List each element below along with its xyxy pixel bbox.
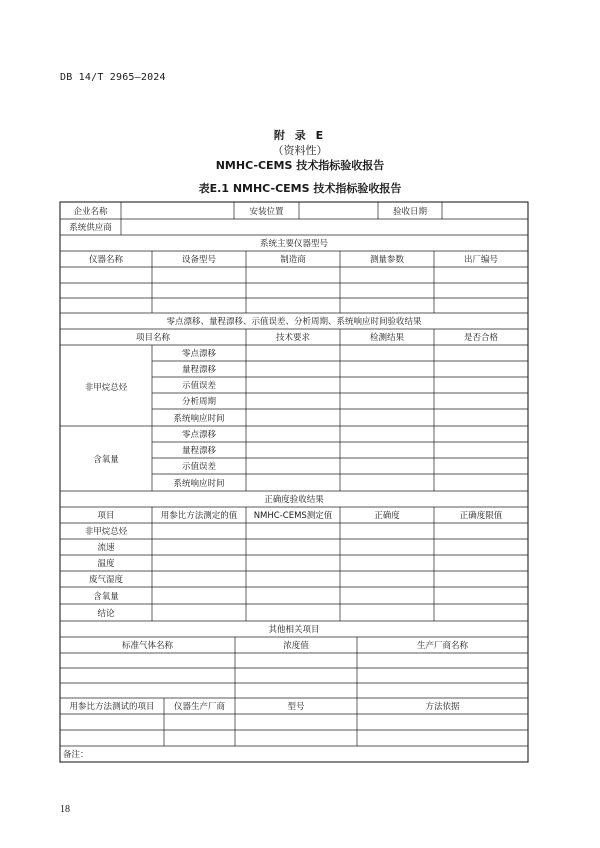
drift-item: 分析周期 <box>181 397 217 407</box>
instrument-header: 出厂编号 <box>463 255 499 265</box>
accuracy-header: 正确度 <box>374 511 400 521</box>
other-section-title: 其他相关项目 <box>268 625 320 635</box>
drift-section-title: 零点漂移、量程漂移、示值误差、分析周期、系统响应时间验收结果 <box>166 317 422 327</box>
drift-item: 系统响应时间 <box>173 414 225 424</box>
drift-item: 零点漂移 <box>181 349 217 359</box>
system-supplier-label: 系统供应商 <box>69 223 112 233</box>
accuracy-row: 非甲烷总烃 <box>84 527 128 537</box>
accuracy-row: 温度 <box>97 559 115 569</box>
accuracy-row: 含氧量 <box>93 592 119 602</box>
accuracy-header: NMHC-CEMS测定值 <box>253 511 333 521</box>
accuracy-row: 流速 <box>97 543 115 553</box>
install-location-label: 安装位置 <box>249 207 284 217</box>
ref-header: 用参比方法测试的项目 <box>69 702 155 712</box>
remarks-label: 备注： <box>63 750 89 760</box>
company-name-label: 企业名称 <box>73 207 108 217</box>
drift-header: 项目名称 <box>135 333 171 343</box>
gas-header: 浓度值 <box>283 641 309 651</box>
drift-item: 量程漂移 <box>181 446 217 456</box>
appendix-title: NMHC-CEMS 技术指标验收报告 <box>215 159 385 172</box>
accuracy-row: 结论 <box>97 609 115 619</box>
accuracy-row: 废气湿度 <box>88 575 124 585</box>
drift-header: 技术要求 <box>275 333 311 343</box>
instrument-header: 设备型号 <box>181 255 217 265</box>
gas-header: 生产厂商名称 <box>416 641 469 651</box>
drift-item: 示值误差 <box>181 381 217 391</box>
drift-item: 量程漂移 <box>181 365 217 375</box>
table-caption: 表E.1 NMHC-CEMS 技术指标验收报告 <box>198 182 402 195</box>
appendix-label: 附 录 E <box>273 129 327 142</box>
drift-header: 检测结果 <box>369 333 405 343</box>
instrument-header: 测量参数 <box>369 255 405 265</box>
ref-header: 型号 <box>287 702 305 712</box>
drift-item: 系统响应时间 <box>173 479 225 489</box>
instrument-header: 制造商 <box>280 255 306 265</box>
accuracy-header: 正确度限值 <box>459 511 503 521</box>
accuracy-header: 项目 <box>97 511 115 521</box>
drift-group-name: 非甲烷总烃 <box>84 383 128 393</box>
drift-group-name: 含氧量 <box>93 455 119 465</box>
ref-header: 方法依据 <box>425 702 460 712</box>
acceptance-date-label: 验收日期 <box>392 207 428 217</box>
appendix-nature: （资料性） <box>272 144 328 157</box>
standard-code: DB 14/T 2965—2024 <box>60 72 166 83</box>
drift-item: 零点漂移 <box>181 430 217 440</box>
accuracy-header: 用参比方法测定的值 <box>160 511 238 521</box>
gas-header: 标准气体名称 <box>121 641 174 651</box>
instrument-header: 仪器名称 <box>88 255 124 265</box>
instruments-section-title: 系统主要仪器型号 <box>259 239 329 249</box>
drift-header: 是否合格 <box>463 333 499 343</box>
page-number: 18 <box>60 804 70 815</box>
accuracy-section-title: 正确度验收结果 <box>264 495 324 505</box>
drift-item: 示值误差 <box>181 462 217 472</box>
ref-header: 仪器生产厂商 <box>173 702 226 712</box>
